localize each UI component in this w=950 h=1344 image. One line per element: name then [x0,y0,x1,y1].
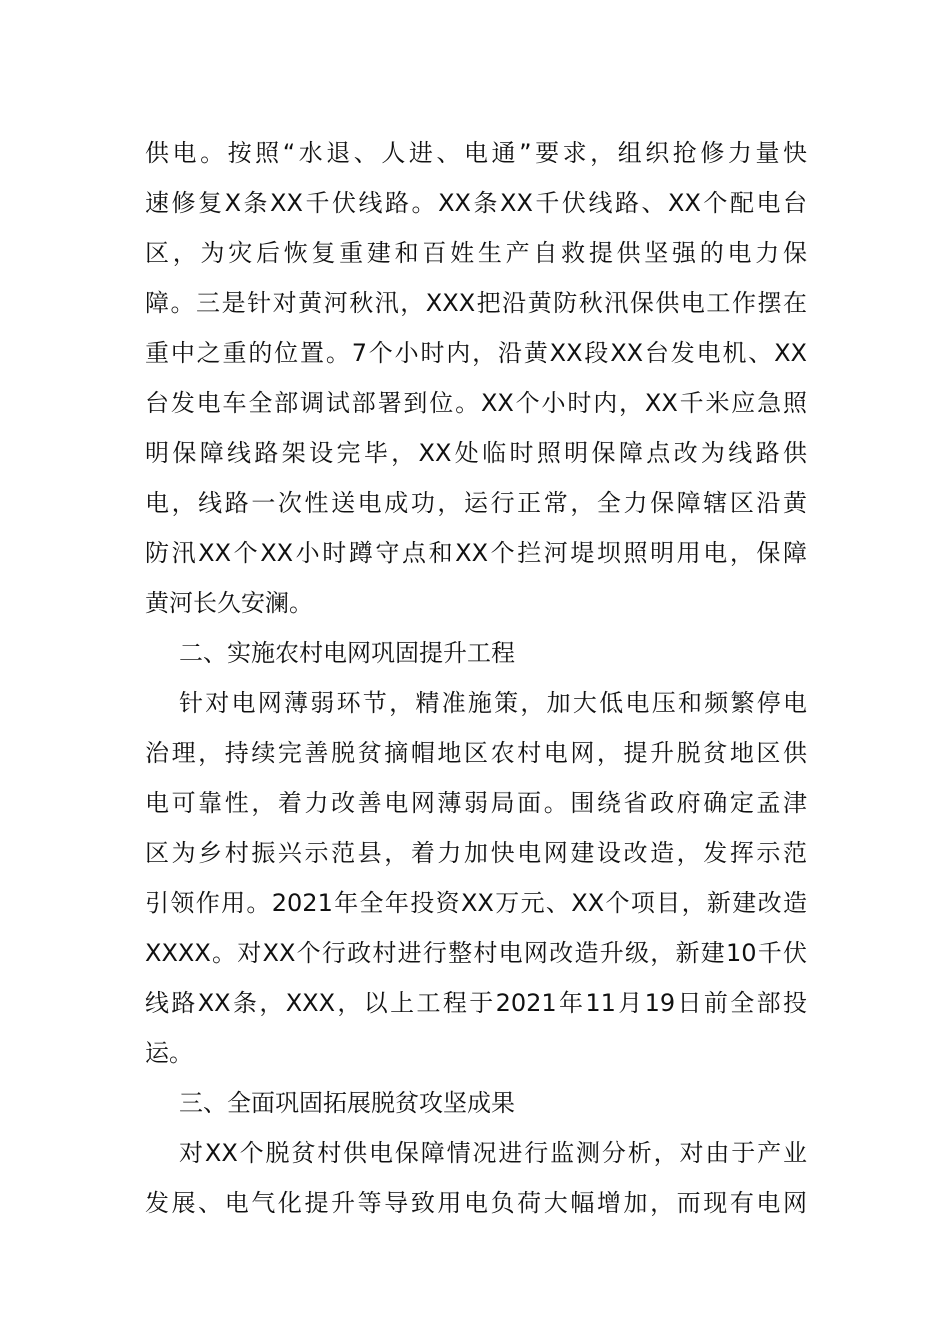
text-line: 防汛XX个XX小时蹲守点和XX个拦河堤坝照明用电，保障 [145,539,807,567]
heading-text: 二、实施农村电网巩固提升工程 [179,639,515,667]
text-line: XXXX。对XX个行政村进行整村电网改造升级，新建10千伏 [145,939,807,967]
text-line-last: 运。 [145,1039,193,1067]
text-line: 障。三是针对黄河秋汛，XXX把沿黄防秋汛保供电工作摆在 [145,289,807,317]
text-line: 台发电车全部调试部署到位。XX个小时内，XX千米应急照 [145,389,807,417]
section-heading-2 [145,628,807,678]
text-line: 治理，持续完善脱贫摘帽地区农村电网，提升脱贫地区供 [145,739,807,767]
heading-text: 三、全面巩固拓展脱贫攻坚成果 [179,1089,515,1117]
text-line: 电可靠性，着力改善电网薄弱局面。围绕省政府确定孟津 [145,789,807,817]
text-line: 区为乡村振兴示范县，着力加快电网建设改造，发挥示范 [145,839,807,867]
section-heading-3 [145,1078,807,1128]
text-line: 供电。按照“水退、人进、电通”要求，组织抢修力量快 [145,139,807,167]
text-line: 重中之重的位置。7个小时内，沿黄XX段XX台发电机、XX [145,339,807,367]
text-line: 引领作用。2021年全年投资XX万元、XX个项目，新建改造 [145,889,807,917]
paragraph-3 [145,1128,807,1228]
paragraph-2 [145,678,807,1078]
text-line-first: 针对电网薄弱环节，精准施策，加大低电压和频繁停电 [179,689,807,717]
text-line-first: 对XX个脱贫村供电保障情况进行监测分析，对由于产业 [179,1139,807,1167]
text-line-last: 黄河长久安澜。 [145,589,313,617]
text-line: 线路XX条，XXX，以上工程于2021年11月19日前全部投 [145,989,807,1017]
text-line: 区，为灾后恢复重建和百姓生产自救提供坚强的电力保 [145,239,807,267]
paragraph-1 [145,128,807,628]
text-line: 电，线路一次性送电成功，运行正常，全力保障辖区沿黄 [145,489,807,517]
document-body [145,128,807,1228]
text-line: 明保障线路架设完毕，XX处临时照明保障点改为线路供 [145,439,807,467]
text-line: 发展、电气化提升等导致用电负荷大幅增加，而现有电网 [145,1189,807,1217]
text-line: 速修复X条XX千伏线路。XX条XX千伏线路、XX个配电台 [145,189,807,217]
